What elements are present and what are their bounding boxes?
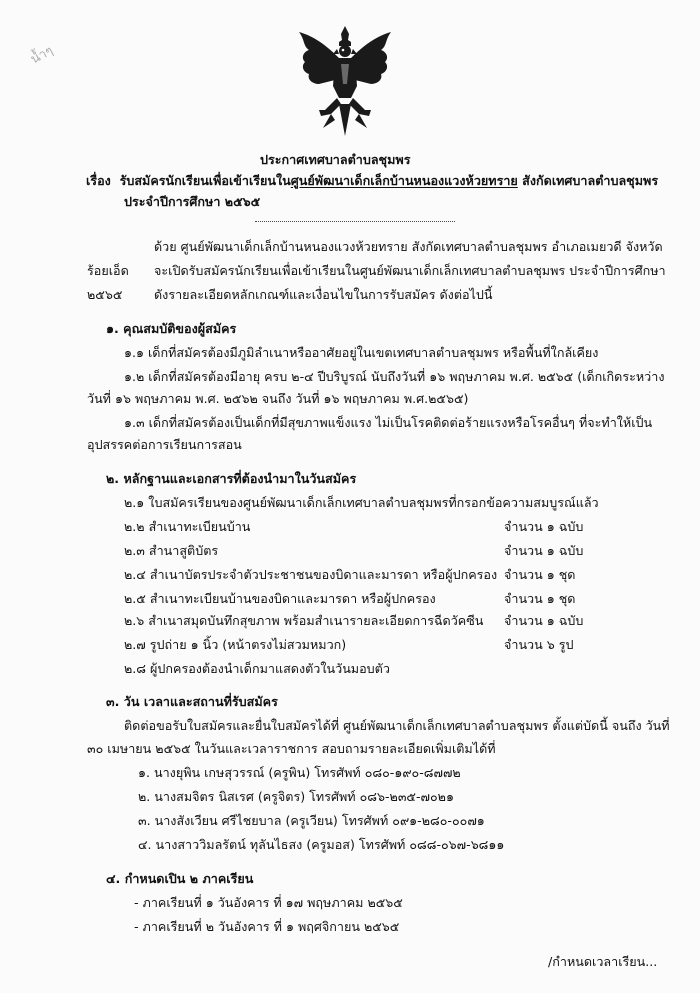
subject-label: เรื่อง [86,173,111,188]
academic-year: ประจำปีการศึกษา ๒๕๖๕ [124,194,261,209]
section-2-item: ๒.๒ สำเนาทะเบียนบ้าน [124,519,251,534]
contact-item: ๔. นางสาววิมลรัตน์ ทุลันไธสง (ครูมอส) โทรศัพท์ ๐๘๘-๐๖๗-๖๘๑๑ [138,837,505,852]
section-3-heading: ๓. วัน เวลาและสถานที่รับสมัคร [106,694,278,709]
section-2-item: ๒.๗ รูปถ่าย ๑ นิ้ว (หน้าตรงไม่สวมหมวก) [124,637,347,652]
section-2-item-qty: จำนวน ๑ ชุด [504,567,576,582]
continuation-note: /กำหนดเวลาเรียน... [548,954,658,969]
section-1-item-cont: วันที่ ๑๖ พฤษภาคม พ.ศ. ๒๕๖๒ จนถึง วันที่ ๑๖ พฤษภาคม พ.ศ.๒๕๖๕) [87,391,469,406]
section-2-item: ๒.๖ สำเนาสมุดบันทึกสุขภาพ พร้อมสำเนารายละเอียดการฉีดวัคซีน [124,613,484,628]
section-3-line-2: ๓๐ เมษายน ๒๕๖๕ ในวันและเวลาราชการ สอบถามรายละเอียดเพิ่มเติมได้ที่ [87,741,496,756]
section-2-item-qty: จำนวน ๑ ชุด [504,591,576,606]
separator-dotted-line [255,221,455,222]
intro-line-2-b: จะเปิดรับสมัครนักเรียนเพื่อเข้าเรียนในศูนย์พัฒนาเด็กเล็กเทศบาลตำบลชุมพร ประจำปีการศึกษา [154,263,666,278]
subject-line [86,172,658,190]
section-1-item: ๑.๑ เด็กที่สมัครต้องมีภูมิลำเนาหรืออาศัยอยู่ในเขตเทศบาลตำบลชุมพร หรือพื้นที่ใกล้เคียง [124,345,599,360]
contact-item: ๒. นางสมจิตร นิสเรศ (ครูจิตร) โทรศัพท์ ๐๘๖-๒๓๕-๗๐๒๑ [138,789,454,804]
subject-text-1: รับสมัครนักเรียนเพื่อเข้าเรียนใน [119,173,291,188]
semester-item: - ภาคเรียนที่ ๑ วันอังคาร ที่ ๑๗ พฤษภาคม ๒๕๖๕ [134,895,403,910]
subject-text-2: สังกัดเทศบาลตำบลชุมพร [517,173,659,188]
contact-item: ๑. นางยุพิน เกษสุวรรณ์ (ครูพิน) โทรศัพท์ ๐๘๐-๑๙๐-๘๗๗๒ [138,765,461,780]
contact-item: ๓. นางสังเวียน ศรีไชยบาล (ครูเวียน) โทรศัพท์ ๐๙๑-๒๘๐-๐๐๗๑ [138,813,485,828]
semester-item: - ภาคเรียนที่ ๒ วันอังคาร ที่ ๑ พฤศจิกายน ๒๕๖๕ [134,919,400,934]
section-2-heading: ๒. หลักฐานและเอกสารที่ต้องนำมาในวันสมัคร [106,471,357,486]
section-3-line-1: ติดต่อขอรับใบสมัครและยื่นใบสมัครได้ที่ ศูนย์พัฒนาเด็กเล็กเทศบาลตำบลชุมพร ตั้งแต่บัดนี้ จนถึง วันที่ [124,718,670,733]
section-2-item: ๒.๘ ผู้ปกครองต้องนำเด็กมาแสดงตัวในวันมอบตัว [124,661,390,676]
margin-note: น้ำๆ [28,43,56,68]
section-1-item: ๑.๓ เด็กที่สมัครต้องเป็นเด็กที่มีสุขภาพแข็งแรง ไม่เป็นโรคติดต่อร้ายแรงหรือโรคอื่นๆ ที่จะทำให้เป็น [124,415,653,430]
section-2-item: ๒.๓ สำนาสูติบัตร [124,543,219,558]
section-1-heading: ๑. คุณสมบัติของผู้สมัคร [106,321,237,336]
intro-line-3-b: ดังรายละเอียดหลักเกณฑ์และเงื่อนไขในการรับสมัคร ดังต่อไปนี้ [154,287,493,302]
section-2-item-qty: จำนวน ๑ ฉบับ [504,613,584,628]
announcement-title: ประกาศเทศบาลตำบลชุมพร [260,152,411,167]
section-4-heading: ๔. กำหนดเปิน ๒ ภาคเรียน [106,871,254,886]
section-1-item-cont: อุปสรรคต่อการเรียนการสอน [87,437,242,452]
section-1-item: ๑.๒ เด็กที่สมัครต้องมีอายุ ครบ ๒-๔ ปีบริบูรณ์ นับถึงวันที่ ๑๖ พฤษภาคม พ.ศ. ๒๕๖๕ (เด็กเกิดระหว่าง [124,369,665,384]
section-2-item: ๒.๕ สำเนาทะเบียนบ้านของบิดาและมารดา หรือผู้ปกครอง [124,591,436,606]
section-2-item: ๒.๑ ใบสมัครเรียนของศูนย์พัฒนาเด็กเล็กเทศบาลตำบลชุมพรที่กรอกข้อความสมบูรณ์แล้ว [124,495,599,510]
subject-text-underlined: ศูนย์พัฒนาเด็กเล็กบ้านหนองแวงห้วยทราย [290,173,518,188]
intro-line-2-a: ร้อยเอ็ด [87,263,129,278]
section-2-item-qty: จำนวน ๑ ฉบับ [504,519,584,534]
garuda-emblem-icon [295,24,395,140]
section-2-item: ๒.๔ สำเนาบัตรประจำตัวประชาชนของบิดาและมารดา หรือผู้ปกครอง [124,567,498,582]
intro-line-3-a: ๒๕๖๕ [87,287,123,302]
section-2-item-qty: จำนวน ๑ ฉบับ [504,543,584,558]
intro-line-1: ด้วย ศูนย์พัฒนาเด็กเล็กบ้านหนองแวงห้วยทราย สังกัดเทศบาลตำบลชุมพร อำเภอเมยวดี จังหวัด [154,239,663,254]
section-2-item-qty: จำนวน ๖ รูป [504,637,574,652]
